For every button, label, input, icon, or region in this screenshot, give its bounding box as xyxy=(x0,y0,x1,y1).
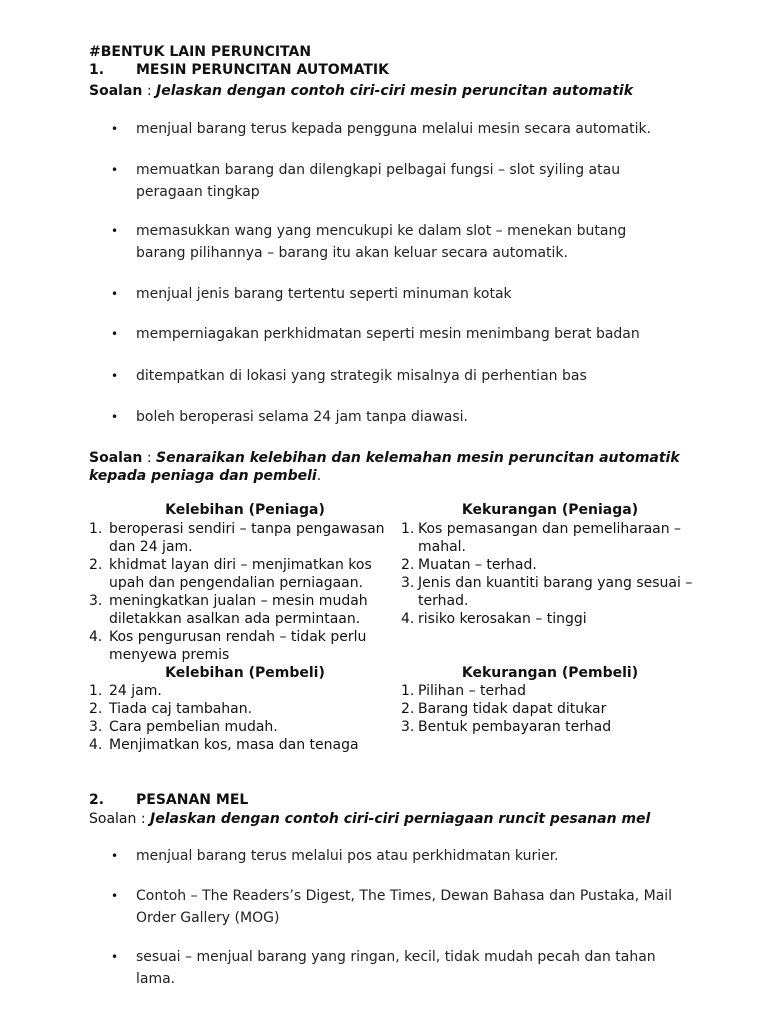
section-1-heading xyxy=(89,62,389,78)
bullet-text: ditempatkan di lokasi yang strategik misalnya di perhentian bas xyxy=(136,368,587,384)
bullet-icon: • xyxy=(111,122,119,136)
list-item: 4. Menjimatkan kos, masa dan tenaga xyxy=(89,737,359,753)
list-item: 1. Kos pemasangan dan pemeliharaan – mahal. xyxy=(401,521,682,555)
bullet-icon: • xyxy=(111,163,119,177)
list-item: 3. Cara pembelian mudah. xyxy=(89,719,278,735)
list-item: 2. khidmat layan diri – menjimatkan kos upah dan pengendalian perniagaan. xyxy=(89,557,372,591)
bullet-icon: • xyxy=(111,327,119,341)
section-1-number: 1. xyxy=(89,62,105,78)
bullet-icon: • xyxy=(111,224,119,238)
kelebihan-peniaga-list xyxy=(89,520,389,664)
bullet-text: boleh beroperasi selama 24 jam tanpa diawasi. xyxy=(136,409,469,425)
list-item: 1. beroperasi sendiri – tanpa pengawasan dan 24 jam. xyxy=(89,521,385,555)
document-title: #BENTUK LAIN PERUNCITAN xyxy=(89,44,312,60)
bullet-icon: • xyxy=(111,369,119,383)
bullet-text: Contoh – The Readers’s Digest, The Times, Dewan Bahasa dan Pustaka, Mail Order Gallery (MOG) xyxy=(136,888,673,926)
question-1 xyxy=(89,82,689,100)
list-item: 3. Jenis dan kuantiti barang yang sesuai – terhad. xyxy=(401,575,693,609)
list-item: 4. Kos pengurusan rendah – tidak perlu menyewa premis xyxy=(89,629,367,663)
section-1-title: MESIN PERUNCITAN AUTOMATIK xyxy=(136,62,389,78)
question-1-label: Soalan xyxy=(89,83,143,99)
kelebihan-pembeli-heading: Kelebihan (Pembeli) xyxy=(165,665,325,681)
question-3-sep: : xyxy=(136,811,150,827)
bullet-text: memperniagakan perkhidmatan seperti mesin menimbang berat badan xyxy=(136,326,640,342)
list-item: 3. Bentuk pembayaran terhad xyxy=(401,719,612,735)
kekurangan-pembeli-heading: Kekurangan (Pembeli) xyxy=(461,665,639,681)
bullet-text: memasukkan wang yang mencukupi ke dalam slot – menekan butang barang pilihannya – barang itu akan keluar secara automatik. xyxy=(136,223,627,261)
kelebihan-peniaga-heading: Kelebihan (Peniaga) xyxy=(165,502,325,518)
section-2-number: 2. xyxy=(89,792,105,808)
bullet-text: menjual jenis barang tertentu seperti minuman kotak xyxy=(136,286,512,302)
bullet-icon: • xyxy=(111,889,119,903)
question-3-label: Soalan xyxy=(89,811,137,827)
bullet-text: menjual barang terus kepada pengguna melalui mesin secara automatik. xyxy=(136,121,652,137)
question-2-end: . xyxy=(316,468,322,484)
list-item: 2. Barang tidak dapat ditukar xyxy=(401,701,607,717)
question-1-text: Jelaskan dengan contoh ciri-ciri mesin peruncitan automatik xyxy=(156,83,634,99)
list-item: 3. meningkatkan jualan – mesin mudah diletakkan asalkan ada permintaan. xyxy=(89,593,368,627)
question-2-sep: : xyxy=(142,450,156,466)
bullet-text: sesuai – menjual barang yang ringan, kecil, tidak mudah pecah dan tahan lama. xyxy=(136,949,656,987)
list-item: 1. 24 jam. xyxy=(89,683,162,699)
list-item: 2. Tiada caj tambahan. xyxy=(89,701,253,717)
list-item: 4. risiko kerosakan – tinggi xyxy=(401,611,587,627)
question-3-text: Jelaskan dengan contoh ciri-ciri perniagaan runcit pesanan mel xyxy=(150,811,651,827)
bullet-icon: • xyxy=(111,849,119,863)
section-2-title: PESANAN MEL xyxy=(136,792,249,808)
kekurangan-peniaga-heading: Kekurangan (Peniaga) xyxy=(461,502,639,518)
question-2-label: Soalan xyxy=(89,450,143,466)
section-2-heading xyxy=(89,792,248,808)
bullet-icon: • xyxy=(111,287,119,301)
bullet-icon: • xyxy=(111,410,119,424)
list-item: 2. Muatan – terhad. xyxy=(401,557,537,573)
kekurangan-peniaga-list xyxy=(401,520,701,628)
bullet-icon: • xyxy=(111,950,119,964)
list-item: 1. Pilihan – terhad xyxy=(401,683,526,699)
question-2 xyxy=(89,449,699,485)
question-3 xyxy=(89,810,689,828)
kekurangan-pembeli-list xyxy=(401,682,701,736)
question-2-text: Senaraikan kelebihan dan kelemahan mesin peruncitan automatik kepada peniaga dan pembeli xyxy=(89,450,680,484)
kelebihan-pembeli-list xyxy=(89,682,389,754)
bullet-text: menjual barang terus melalui pos atau perkhidmatan kurier. xyxy=(136,848,559,864)
question-1-sep: : xyxy=(142,83,156,99)
bullet-text: memuatkan barang dan dilengkapi pelbagai fungsi – slot syiling atau peragaan tingkap xyxy=(136,162,621,200)
